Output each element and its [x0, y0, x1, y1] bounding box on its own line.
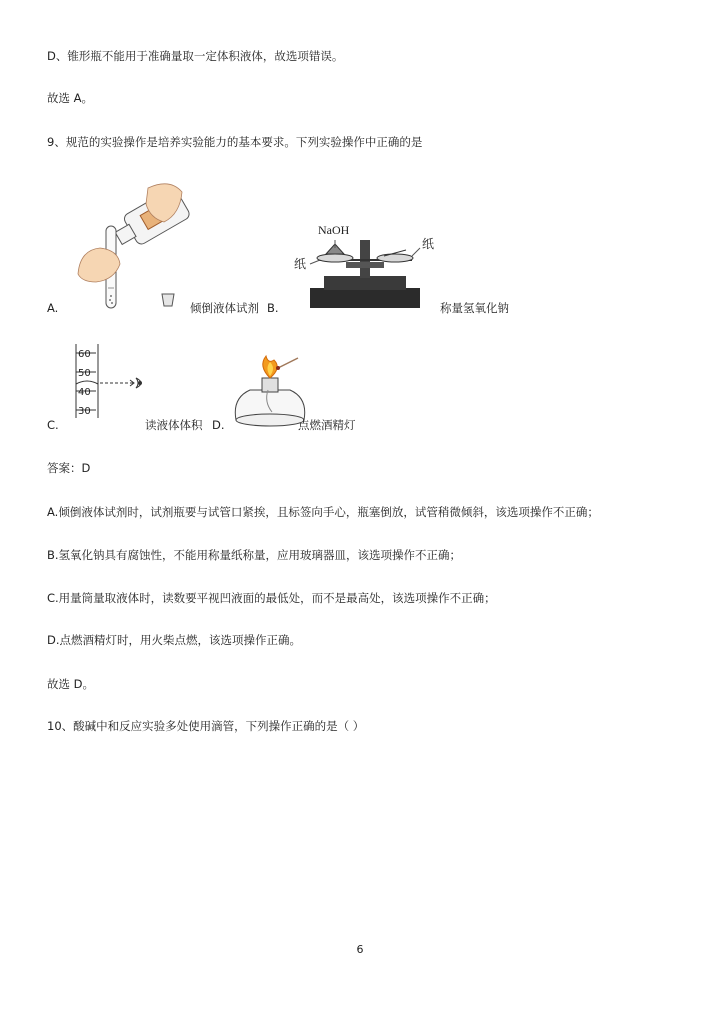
balance-figure [290, 220, 440, 315]
question-9-stem: 9、规范的实验操作是培养实验能力的基本要求。下列实验操作中正确的是 [47, 135, 423, 149]
option-c-letter: C. [47, 418, 59, 432]
tick-label: 40 [78, 387, 91, 398]
explanation-c: C.用量筒量取液体时，读数要平视凹液面的最低处，而不是最高处，该选项操作不正确； [47, 591, 496, 605]
option-b-caption: 称量氢氧化钠 [440, 301, 509, 315]
option-c-caption: 读液体体积 [145, 418, 203, 432]
option-d-letter: D. [212, 418, 225, 432]
tick-label: 50 [78, 368, 91, 379]
option-d-caption: 点燃酒精灯 [298, 418, 356, 432]
naoh-label: NaOH [318, 223, 350, 237]
page-number: 6 [356, 943, 364, 956]
explanation-d: D.点燃酒精灯时，用火柴点燃，该选项操作正确。 [47, 633, 302, 647]
option-b-letter: B. [267, 301, 279, 315]
option-a-caption: 倾倒液体试剂 [190, 301, 259, 315]
paper-label-left: 纸 [294, 257, 307, 271]
paper-label-right: 纸 [422, 237, 435, 251]
explanation-a: A.倾倒液体试剂时，试剂瓶要与试管口紧挨，且标签向手心，瓶塞倒放，试管稍微倾斜，该选项操作不正确； [47, 505, 599, 519]
tick-label: 60 [78, 349, 91, 360]
question-10-stem: 10、酸碱中和反应实验多处使用滴管，下列操作正确的是（ ） [47, 719, 365, 733]
tick-label: 30 [78, 406, 91, 417]
graduated-cylinder-figure [74, 342, 154, 422]
conclusion: 故选 D。 [47, 677, 95, 691]
prev-option-d-explanation: D、锥形瓶不能用于准确量取一定体积液体，故选项错误。 [47, 49, 344, 63]
pouring-liquid-figure [70, 178, 190, 318]
explanation-b: B.氢氧化钠具有腐蚀性，不能用称量纸称量，应用玻璃器皿，该选项操作不正确； [47, 548, 462, 562]
option-a-letter: A. [47, 301, 59, 315]
answer-line: 答案：D [47, 461, 91, 475]
prev-conclusion: 故选 A。 [47, 91, 94, 105]
